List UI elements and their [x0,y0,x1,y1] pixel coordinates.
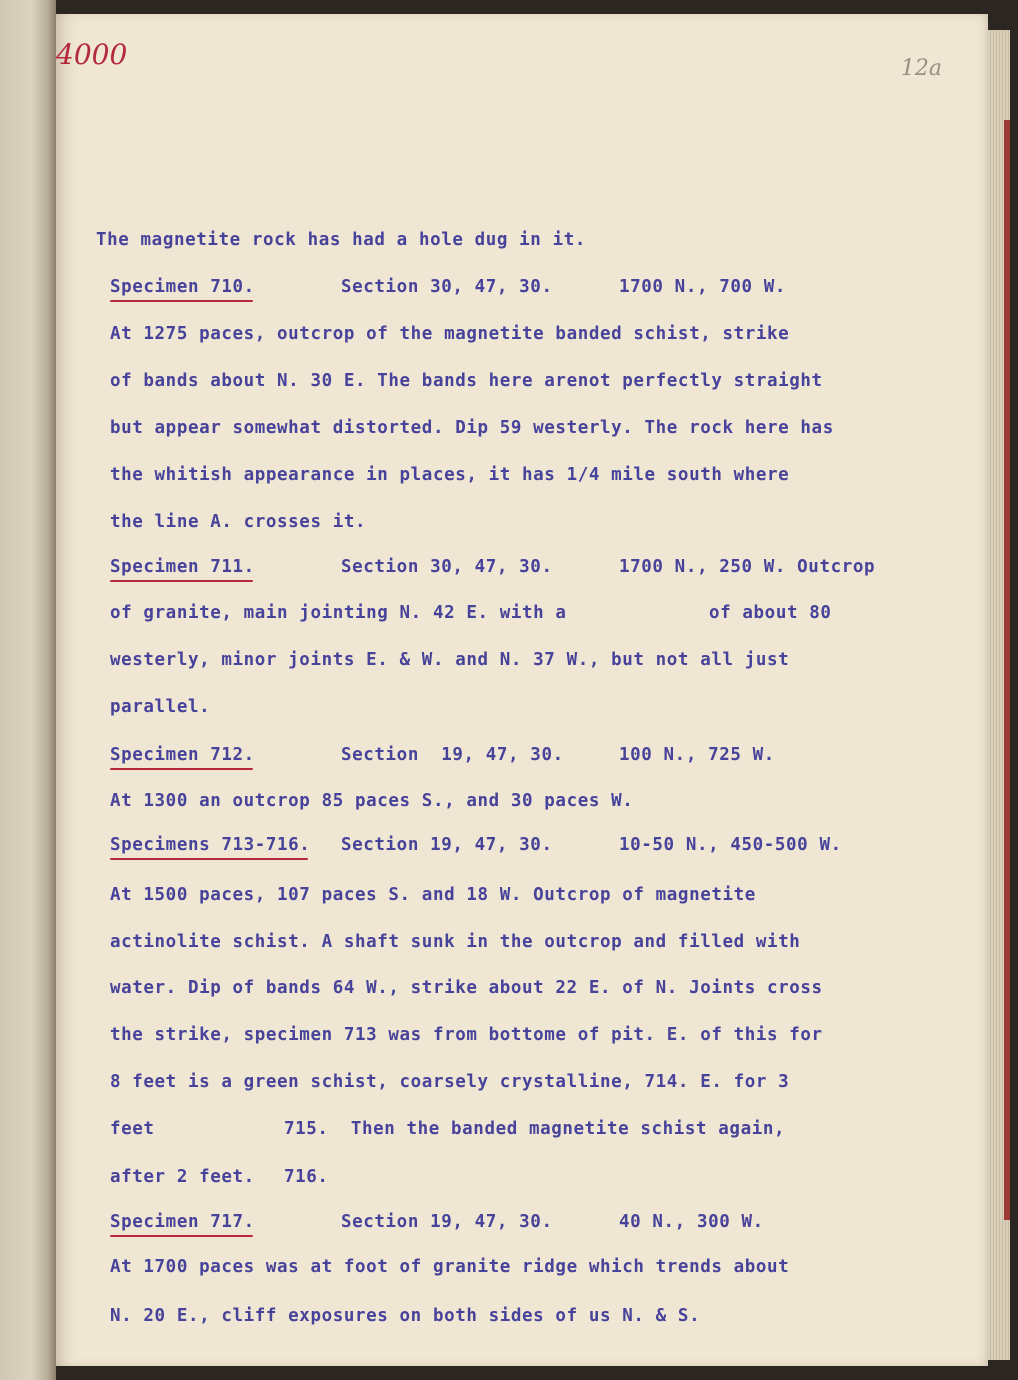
book-spine [0,0,56,1380]
text-line [56,371,976,401]
section-ref: Section 30, 47, 30. [341,277,553,297]
location-ref: 10-50 N., 450-500 W. [619,835,842,855]
text-line [56,932,976,962]
line-mid-text: 715. Then the banded magnetite schist again, [284,1119,786,1139]
line-text: after 2 feet. [110,1167,255,1187]
text-line [56,978,976,1008]
line-text: water. Dip of bands 64 W., strike about 22 E. of N. Joints cross [110,978,823,998]
text-line [56,1119,976,1149]
line-text: N. 20 E., cliff exposures on both sides of us N. & S. [110,1306,701,1326]
line-text: 8 feet is a green schist, coarsely crystalline, 714. E. for 3 [110,1072,790,1092]
text-line [56,1025,976,1055]
line-text: of bands about N. 30 E. The bands here arenot perfectly straight [110,371,823,391]
line-mid-text: 716. [284,1167,329,1187]
line-text: of granite, main jointing N. 42 E. with a [110,603,567,623]
specimen-line [56,745,976,775]
specimen-line [56,1212,976,1242]
specimen-line [56,557,976,587]
text-line [56,512,976,542]
notebook-page [56,14,988,1366]
specimen-line [56,835,976,865]
section-ref: Section 19, 47, 30. [341,1212,553,1232]
line-text: feet [110,1119,155,1139]
specimen-line [56,277,976,307]
line-text: but appear somewhat distorted. Dip 59 westerly. The rock here has [110,418,834,438]
section-ref: Section 30, 47, 30. [341,557,553,577]
line-text: parallel. [110,697,211,717]
line-text: the whitish appearance in places, it has 1/4 mile south where [110,465,790,485]
handwritten-page-number: 4000 [56,38,128,71]
specimen-label: Specimen 717. [110,1212,255,1232]
text-line [56,1257,976,1287]
line-text: actinolite schist. A shaft sunk in the outcrop and filled with [110,932,801,952]
specimen-label: Specimen 710. [110,277,255,297]
line-tail-text: of about 80 [709,603,832,623]
line-text: At 1300 an outcrop 85 paces S., and 30 paces W. [110,791,634,811]
line-text: At 1500 paces, 107 paces S. and 18 W. Outcrop of magnetite [110,885,756,905]
text-line [56,1306,976,1336]
text-line [56,324,976,354]
text-line [56,1072,976,1102]
text-line [56,885,976,915]
line-text: westerly, minor joints E. & W. and N. 37 W., but not all just [110,650,790,670]
page-corner-number: 12a [900,56,942,81]
book-edge-red [1004,120,1010,1220]
location-ref: 1700 N., 250 W. Outcrop [619,557,876,577]
line-text: the line A. crosses it. [110,512,367,532]
location-ref: 1700 N., 700 W. [619,277,787,297]
text-line [56,465,976,495]
line-text: the strike, specimen 713 was from bottome of pit. E. of this for [110,1025,823,1045]
section-ref: Section 19, 47, 30. [341,835,553,855]
line-text: The magnetite rock has had a hole dug in it. [96,230,586,250]
text-line [56,418,976,448]
location-ref: 40 N., 300 W. [619,1212,764,1232]
section-ref: Section 19, 47, 30. [341,745,564,765]
text-line [56,697,976,727]
location-ref: 100 N., 725 W. [619,745,775,765]
text-line [56,230,976,260]
line-text: At 1275 paces, outcrop of the magnetite banded schist, strike [110,324,790,344]
text-line [56,603,976,633]
line-text: At 1700 paces was at foot of granite ridge which trends about [110,1257,790,1277]
specimen-label: Specimen 711. [110,557,255,577]
text-line [56,791,976,821]
text-line [56,650,976,680]
specimen-label: Specimen 712. [110,745,255,765]
text-line [56,1167,976,1197]
specimen-label: Specimens 713-716. [110,835,311,855]
